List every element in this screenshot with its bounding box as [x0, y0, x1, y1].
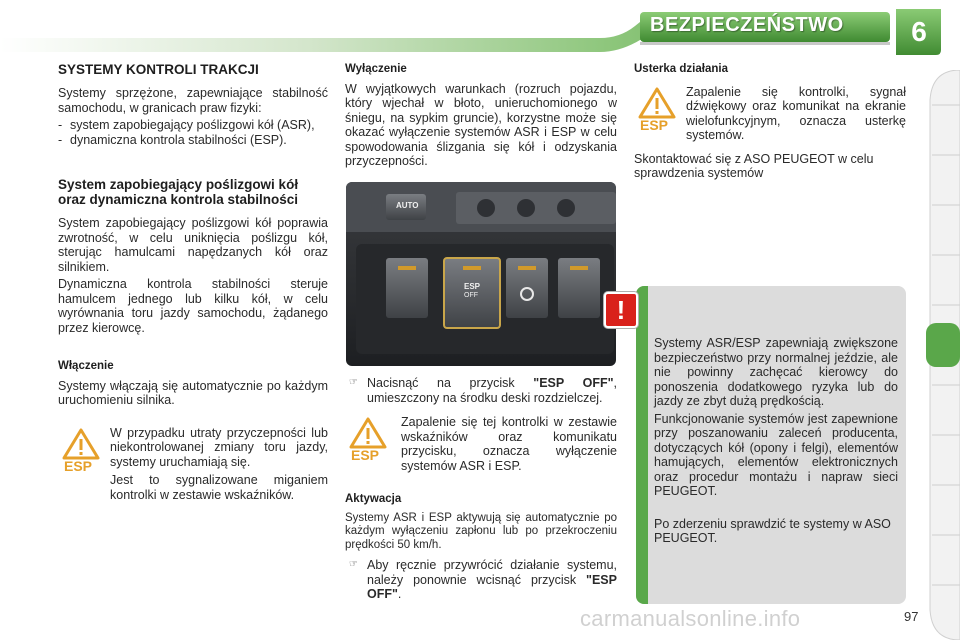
warning-box-accent: [636, 286, 648, 604]
dashboard-photo: [346, 182, 616, 366]
fault-indicator-text: Zapalenie się kontrolki, sygnał dźwiękowy oraz komunikat na ekranie wielofunkcyjnym, oznacza usterkę systemów.: [686, 84, 906, 142]
activate-text: Systemy ASR i ESP aktywują się automatycznie po każdym wyłączeniu zapłonu lub po przekroczeniu prędkości 50 km/h.: [345, 511, 617, 551]
warning-text-collision: Po zderzeniu sprawdzić te systemy w ASO PEUGEOT.: [654, 516, 891, 545]
list-item: - system zapobiegający poślizgowi kół (ASR),: [58, 118, 328, 133]
esp-blinking-text: Jest to sygnalizowane miganiem kontrolki w zestawie wskaźników.: [110, 473, 328, 502]
esp-off-warning-block: [345, 415, 617, 476]
chapter-tabs: [926, 70, 960, 640]
fault-contact-text: Skontaktować się z ASO PEUGEOT w celu sprawdzenia systemów: [634, 151, 874, 180]
fault-title: Usterka działania: [634, 63, 728, 75]
instruction-restore-system: ☞ Aby ręcznie przywrócić działanie systemu, należy ponownie wcisnąć przycisk "ESP OFF".: [345, 558, 617, 602]
intro-text: Systemy sprzężone, zapewniające stabilność samochodu, w granicach praw fizyki:: [58, 86, 328, 115]
esp-warning-icon: [58, 426, 104, 478]
warning-box: [636, 286, 906, 604]
warning-text-conditions: Funkcjonowanie systemów jest zapewnione przy poszanowaniu zaleceń producenta, dotyczących kół (opony i felgi), elementów hamujących, elementów elektronicznych oraz procedur montażu i napraw sieci PEUGEOT.: [654, 411, 898, 498]
warning-text-safety: Systemy ASR/ESP zapewniają zwiększone bezpieczeństwo przy normalnej jeździe, ale nie powinny zachęcać kierowcy do ponoszenia dodatkowego ryzyka lub do jazdy ze zbyt dużą prędkością.: [654, 336, 898, 408]
column-right: [634, 62, 906, 184]
section-title-asr-esp: System zapobiegający poślizgowi kół oraz dynamiczna kontrola stabilności: [58, 177, 299, 207]
esp-warning-icon: [345, 415, 391, 467]
pointer-icon: ☞: [349, 559, 358, 570]
esp-off-button-label-top: ESP: [464, 282, 481, 291]
esp-label: ESP: [64, 457, 93, 474]
esp-warning-block: [58, 426, 328, 506]
esp-off-button-ref: "ESP OFF": [367, 572, 617, 601]
disable-title: Wyłączenie: [345, 63, 407, 75]
pointer-icon: ☞: [349, 377, 358, 388]
exclamation-warning-icon: !: [604, 292, 638, 328]
esp-label: ESP: [351, 447, 380, 463]
esp-off-indicator-text: Zapalenie się tej kontrolki w zestawie wskaźników oraz komunikatu przycisku, oznacza wyłączenie systemów ASR i ESP.: [401, 415, 617, 473]
esp-warning-icon: [634, 85, 680, 137]
list-item-esp: dynamiczna kontrola stabilności (ESP).: [70, 132, 287, 147]
esp-off-button-ref: "ESP OFF": [533, 376, 614, 390]
page-header: [0, 0, 960, 58]
column-middle-lower: [345, 376, 617, 602]
page-number: 97: [904, 609, 919, 624]
instruction-press-esp-off: ☞ Nacisnąć na przycisk "ESP OFF", umieszczony na środku deski rozdzielczej.: [345, 376, 617, 405]
asr-description: System zapobiegający poślizgowi kół poprawia zwrotność, w celu uniknięcia poślizgu kół, sterując hamulcami napędzanych kół oraz silnikiem.: [58, 216, 328, 274]
esp-activation-text: W przypadku utraty przyczepności lub niekontrolowanej zmiany toru jazdy, systemy uruchamiają się.: [110, 425, 328, 469]
watermark: carmanualsonline.info: [580, 606, 801, 631]
esp-off-button-label-bottom: OFF: [464, 292, 478, 299]
disable-text: W wyjątkowych warunkach (rozruch pojazdu, który wjechał w błoto, unieruchomionego w śniegu, na sypkim gruncie), korzystne może się okazać wyłączenie systemów ASR i ESP w celu spowodowania ślizgania się kół i odzyskania przyczepności.: [345, 81, 617, 168]
fault-warning-block: [634, 85, 906, 146]
list-item: - dynamiczna kontrola stabilności (ESP).: [58, 133, 328, 148]
section-title-traction-control: SYSTEMY KONTROLI TRAKCJI: [58, 62, 259, 77]
esp-description: Dynamiczna kontrola stabilności steruje hamulcem jednego lub kilku kół, w celu wyrównania toru jazdy samochodu, żądanego przez kierowcę.: [58, 277, 328, 335]
column-middle: [345, 62, 617, 172]
esp-label: ESP: [640, 116, 669, 133]
list-item-asr: system zapobiegający poślizgowi kół (ASR),: [70, 118, 315, 132]
enable-text: Systemy włączają się automatycznie po każdym uruchomieniu silnika.: [58, 378, 328, 407]
chapter-number: 6: [911, 16, 927, 47]
activate-title: Aktywacja: [345, 493, 402, 505]
page-title: BEZPIECZEŃSTWO: [650, 14, 844, 36]
enable-title: Włączenie: [58, 360, 114, 372]
column-left: [58, 62, 328, 505]
auto-button-label: AUTO: [396, 201, 419, 210]
